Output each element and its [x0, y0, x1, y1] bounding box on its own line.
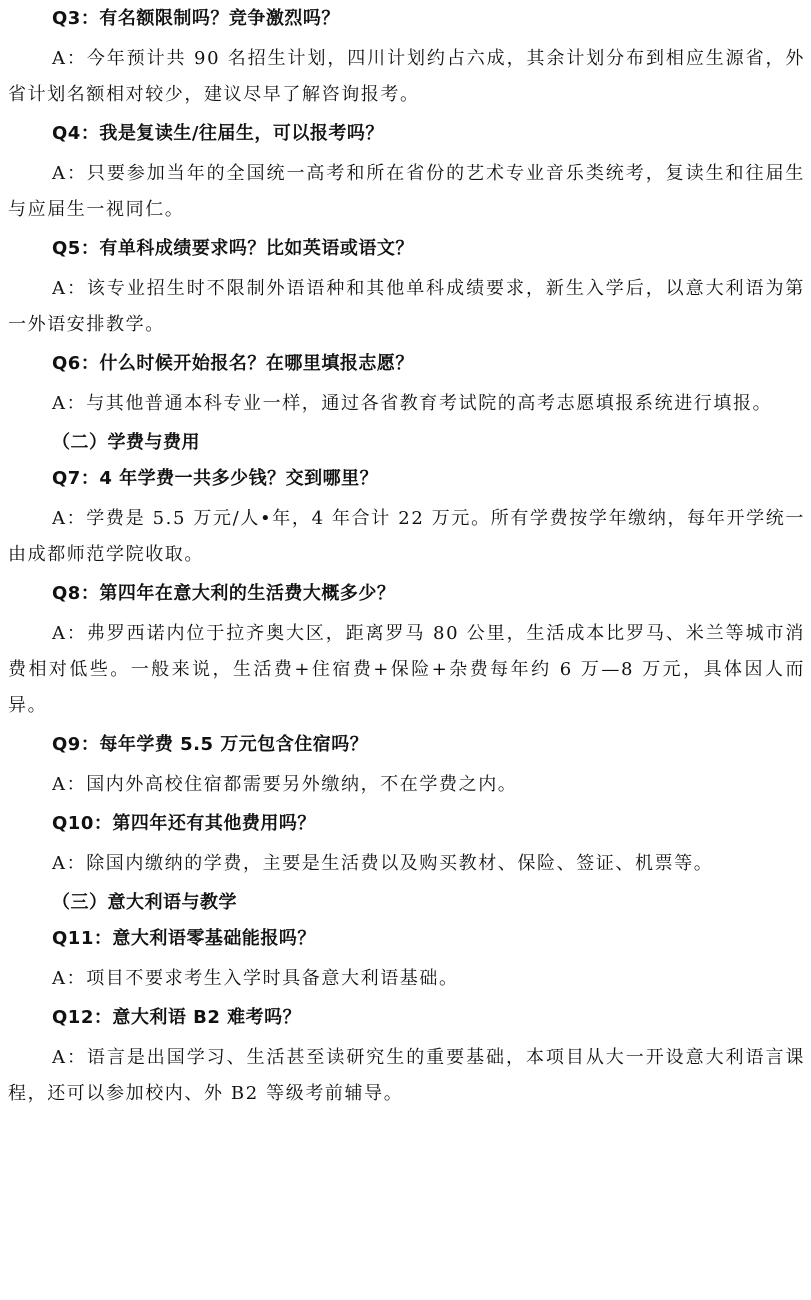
question-q12: Q12：意大利语 B2 难考吗？: [52, 1007, 302, 1028]
section-heading-italian: （三）意大利语与教学: [52, 892, 237, 913]
question-q4: Q4：我是复读生/往届生，可以报考吗？: [52, 123, 384, 144]
answer-q10: A：除国内缴纳的学费，主要是生活费以及购买教材、保险、签证、机票等。: [52, 853, 714, 874]
question-q11: Q11：意大利语零基础能报吗？: [52, 928, 316, 949]
answer-q5: A：该专业招生时不限制外语语种和其他单科成绩要求，新生入学后，以意大利语为第一外语安排教学。: [8, 278, 805, 335]
question-q7: Q7：4 年学费一共多少钱？交到哪里？: [52, 468, 379, 489]
answer-q6: A：与其他普通本科专业一样，通过各省教育考试院的高考志愿填报系统进行填报。: [52, 393, 773, 414]
answer-q11: A：项目不要求考生入学时具备意大利语基础。: [52, 968, 459, 989]
question-q8: Q8：第四年在意大利的生活费大概多少？: [52, 583, 396, 604]
question-q10: Q10：第四年还有其他费用吗？: [52, 813, 316, 834]
question-q5: Q5：有单科成绩要求吗？比如英语或语文？: [52, 238, 414, 259]
question-q9: Q9：每年学费 5.5 万元包含住宿吗？: [52, 734, 369, 755]
question-q6: Q6：什么时候开始报名？在哪里填报志愿？: [52, 353, 414, 374]
question-q3: Q3：有名额限制吗？竞争激烈吗？: [52, 8, 340, 29]
answer-q7: A：学费是 5.5 万元/人•年，4 年合计 22 万元。所有学费按学年缴纳，每年开学统一由成都师范学院收取。: [8, 508, 805, 565]
answer-q9: A：国内外高校住宿都需要另外缴纳，不在学费之内。: [52, 774, 518, 795]
section-heading-fees: （二）学费与费用: [52, 432, 200, 453]
answer-q3: A：今年预计共 90 名招生计划，四川计划约占六成，其余计划分布到相应生源省，外省计划名额相对较少，建议尽早了解咨询报考。: [8, 48, 805, 105]
answer-q12: A：语言是出国学习、生活甚至读研究生的重要基础，本项目从大一开设意大利语言课程，还可以参加校内、外 B2 等级考前辅导。: [8, 1047, 805, 1104]
answer-q8: A：弗罗西诺内位于拉齐奥大区，距离罗马 80 公里，生活成本比罗马、米兰等城市消费相对低些。一般来说，生活费+住宿费+保险+杂费每年约 6 万—8 万元，具体因人而异。: [8, 623, 805, 716]
answer-q4: A：只要参加当年的全国统一高考和所在省份的艺术专业音乐类统考，复读生和往届生与应届生一视同仁。: [8, 163, 805, 220]
